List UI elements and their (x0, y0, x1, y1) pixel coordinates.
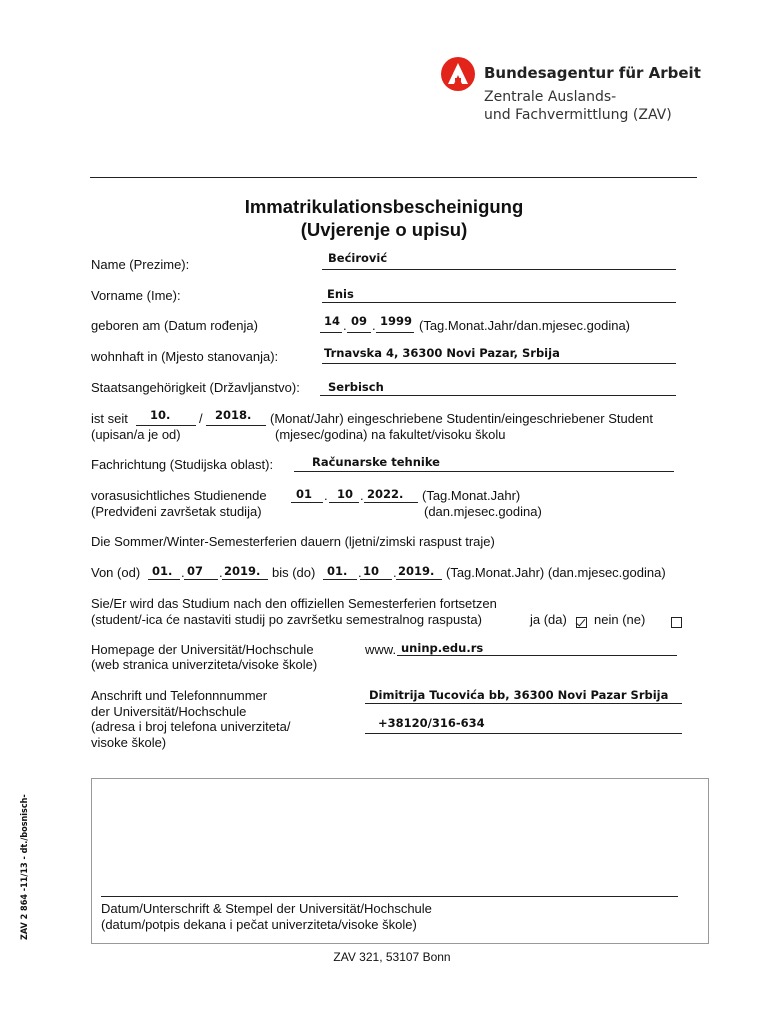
ende-month[interactable]: 10 (337, 487, 354, 501)
vorname-label: Vorname (Ime): (91, 288, 181, 303)
vonbis-hint: (Tag.Monat.Jahr) (dan.mjesec.godina) (446, 565, 666, 580)
ende-label-2: (Predviđeni završetak studija) (91, 504, 262, 519)
ende-dot-1: . (324, 488, 328, 503)
bis-year-underline (396, 579, 442, 580)
ja-label: ja (da) (530, 612, 567, 627)
geboren-year-underline (376, 332, 414, 333)
telefon-underline (365, 733, 682, 734)
header-divider (90, 177, 697, 178)
von-dot-2: . (219, 565, 223, 580)
name-value[interactable]: Bećirović (328, 251, 388, 265)
ende-year[interactable]: 2022. (367, 487, 404, 501)
geboren-label: geboren am (Datum rođenja) (91, 318, 258, 333)
signature-line (101, 896, 678, 897)
von-day-underline (148, 579, 180, 580)
page-title: Immatrikulationsbescheinigung (244, 196, 524, 217)
von-dot-1: . (181, 565, 185, 580)
anschrift-label-2: der Universität/Hochschule (91, 704, 247, 719)
homepage-prefix: www. (365, 642, 397, 657)
geboren-hint: (Tag.Monat.Jahr/dan.mjesec.godina) (419, 318, 631, 333)
von-day[interactable]: 01. (152, 564, 173, 578)
geboren-day[interactable]: 14 (324, 314, 341, 328)
seit-year-underline (206, 425, 266, 426)
ende-year-underline (364, 502, 418, 503)
org-subtitle-2: und Fachvermittlung (ZAV) (484, 107, 672, 123)
ende-month-underline (329, 502, 359, 503)
ende-dot-2: . (360, 488, 364, 503)
fach-label: Fachrichtung (Studijska oblast): (91, 457, 274, 472)
org-logo (441, 57, 475, 91)
seit-month-underline (136, 425, 196, 426)
page-subtitle: (Uvjerenje o upisu) (300, 219, 468, 240)
side-form-code: ZAV 2 864 -11/13 - dt./bosnisch- (20, 794, 30, 940)
anschrift-value[interactable]: Dimitrija Tucovića bb, 36300 Novi Pazar Srbija (369, 688, 669, 702)
von-label: Von (od) (91, 565, 141, 580)
org-name: Bundesagentur für Arbeit (484, 64, 701, 82)
von-month[interactable]: 07 (187, 564, 204, 578)
ende-day-underline (291, 502, 323, 503)
geboren-month[interactable]: 09 (351, 314, 368, 328)
bis-dot-1: . (358, 565, 362, 580)
bis-month-underline (360, 579, 392, 580)
homepage-value[interactable]: uninp.edu.rs (401, 641, 484, 655)
vorname-underline (322, 302, 676, 303)
bis-month[interactable]: 10 (363, 564, 380, 578)
staat-label: Staatsangehörigkeit (Državljanstvo): (91, 380, 300, 395)
fort-line-2: (student/-ica će nastaviti studij po završetku semestralnog raspusta) (91, 612, 482, 627)
vorname-value[interactable]: Enis (327, 287, 354, 301)
geboren-dot-2: . (372, 318, 376, 333)
bis-label: bis (do) (272, 565, 316, 580)
wohnhaft-value[interactable]: Trnavska 4, 36300 Novi Pazar, Srbija (324, 346, 560, 360)
fach-underline (294, 471, 674, 472)
footer-address: ZAV 321, 53107 Bonn (333, 950, 451, 964)
anschrift-label-4: visoke škole) (91, 735, 167, 750)
wohnhaft-underline (322, 363, 676, 364)
anschrift-label-1: Anschrift und Telefonnnummer (91, 688, 268, 703)
ende-hint-2: (dan.mjesec.godina) (424, 504, 542, 519)
geboren-dot-1: . (343, 318, 347, 333)
name-underline (322, 269, 676, 270)
ja-checkbox[interactable] (576, 617, 587, 628)
bis-day-underline (323, 579, 357, 580)
signature-label-1: Datum/Unterschrift & Stempel der Universität/Hochschule (101, 901, 432, 916)
nein-checkbox[interactable] (671, 617, 682, 628)
geboren-month-underline (347, 332, 371, 333)
bis-day[interactable]: 01. (327, 564, 348, 578)
seit-month[interactable]: 10. (150, 408, 171, 422)
seit-line2-a: (upisan/a je od) (91, 427, 181, 442)
seit-line2-b: (mjesec/godina) na fakultet/visoku školu (275, 427, 506, 442)
seit-text: (Monat/Jahr) eingeschriebene Studentin/eingeschriebener Student (270, 411, 654, 426)
staat-value[interactable]: Serbisch (328, 380, 384, 394)
geboren-year[interactable]: 1999 (380, 314, 413, 328)
seit-label: ist seit (91, 411, 128, 426)
staat-underline (320, 395, 676, 396)
org-subtitle-1: Zentrale Auslands- (484, 89, 617, 105)
org-logo-icon (441, 57, 475, 91)
von-year[interactable]: 2019. (224, 564, 261, 578)
ende-label: vorasusichtliches Studienende (91, 488, 267, 503)
seit-year[interactable]: 2018. (215, 408, 252, 422)
homepage-label-2: (web stranica univerziteta/visoke škole) (91, 657, 318, 672)
wohnhaft-label: wohnhaft in (Mjesto stanovanja): (91, 349, 279, 364)
homepage-label-1: Homepage der Universität/Hochschule (91, 642, 314, 657)
seit-separator: / (199, 411, 203, 426)
fort-line-1: Sie/Er wird das Studium nach den offiziellen Semesterferien fortsetzen (91, 596, 497, 611)
telefon-value[interactable]: +38120/316-634 (378, 716, 485, 730)
geboren-day-underline (320, 332, 342, 333)
fach-value[interactable]: Računarske tehnike (312, 455, 440, 469)
anschrift-underline (365, 703, 682, 704)
bis-dot-2: . (393, 565, 397, 580)
homepage-underline (397, 655, 677, 656)
von-month-underline (184, 579, 218, 580)
name-label: Name (Prezime): (91, 257, 190, 272)
nein-label: nein (ne) (594, 612, 646, 627)
anschrift-label-3: (adresa i broj telefona univerziteta/ (91, 719, 291, 734)
ende-hint: (Tag.Monat.Jahr) (422, 488, 521, 503)
von-year-underline (222, 579, 268, 580)
bis-year[interactable]: 2019. (398, 564, 435, 578)
ende-day[interactable]: 01 (296, 487, 313, 501)
signature-label-2: (datum/potpis dekana i pečat univerziteta/visoke škole) (101, 917, 417, 932)
ferien-text: Die Sommer/Winter-Semesterferien dauern (ljetni/zimski raspust traje) (91, 534, 495, 549)
